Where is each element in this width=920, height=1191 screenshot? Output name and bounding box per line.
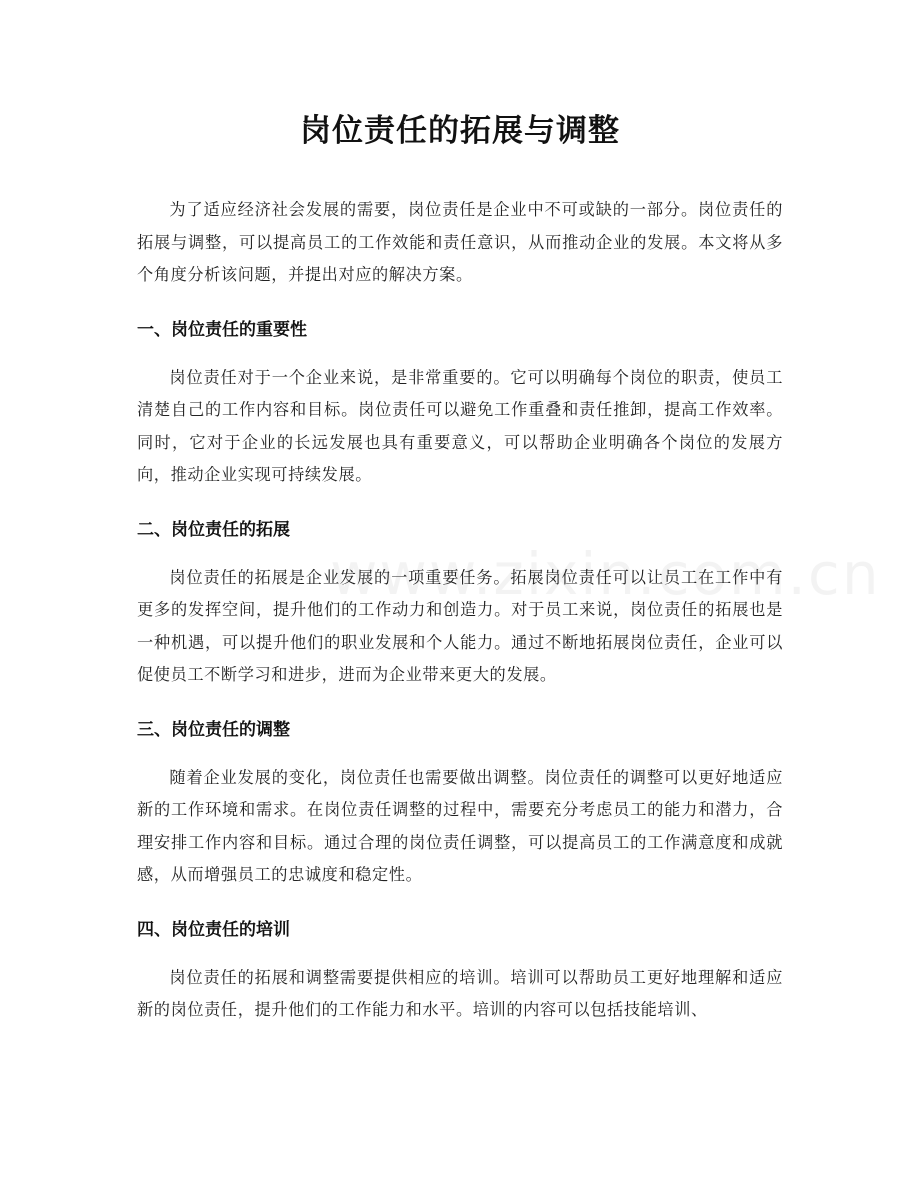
section-paragraph: 随着企业发展的变化，岗位责任也需要做出调整。岗位责任的调整可以更好地适应新的工作环境和需求。在岗位责任调整的过程中，需要充分考虑员工的能力和潜力，合理安排工作内容和目标。通过合理的岗位责任调整，可以提高员工的工作满意度和成就感，从而增强员工的忠诚度和稳定性。 — [137, 767, 783, 884]
section-heading: 一、岗位责任的重要性 — [137, 319, 307, 340]
section-paragraph: 岗位责任的拓展是企业发展的一项重要任务。拓展岗位责任可以让员工在工作中有更多的发挥空间，提升他们的工作动力和创造力。对于员工来说，岗位责任的拓展也是一种机遇，可以提升他们的职业发展和个人能力。通过不断地拓展岗位责任，企业可以促使员工不断学习和进步，进而为企业带来更大的发展。 — [137, 567, 783, 684]
section-expansion — [137, 517, 783, 692]
section-importance — [137, 317, 783, 492]
section-training — [137, 917, 783, 1027]
section-heading: 二、岗位责任的拓展 — [137, 519, 290, 540]
document-title: 岗位责任的拓展与调整 — [300, 113, 620, 149]
intro-paragraph: 为了适应经济社会发展的需要，岗位责任是企业中不可或缺的一部分。岗位责任的拓展与调整，可以提高员工的工作效能和责任意识，从而推动企业的发展。本文将从多个角度分析该问题，并提出对应的解决方案。 — [137, 200, 783, 284]
section-heading: 三、岗位责任的调整 — [137, 719, 290, 740]
section-paragraph: 岗位责任的拓展和调整需要提供相应的培训。培训可以帮助员工更好地理解和适应新的岗位责任，提升他们的工作能力和水平。培训的内容可以包括技能培训、 — [137, 967, 783, 1019]
section-heading: 四、岗位责任的培训 — [137, 919, 290, 940]
section-paragraph: 岗位责任对于一个企业来说，是非常重要的。它可以明确每个岗位的职责，使员工清楚自己的工作内容和目标。岗位责任可以避免工作重叠和责任推卸，提高工作效率。同时，它对于企业的长远发展也具有重要意义，可以帮助企业明确各个岗位的发展方向，推动企业实现可持续发展。 — [137, 367, 783, 484]
section-adjustment — [137, 717, 783, 892]
